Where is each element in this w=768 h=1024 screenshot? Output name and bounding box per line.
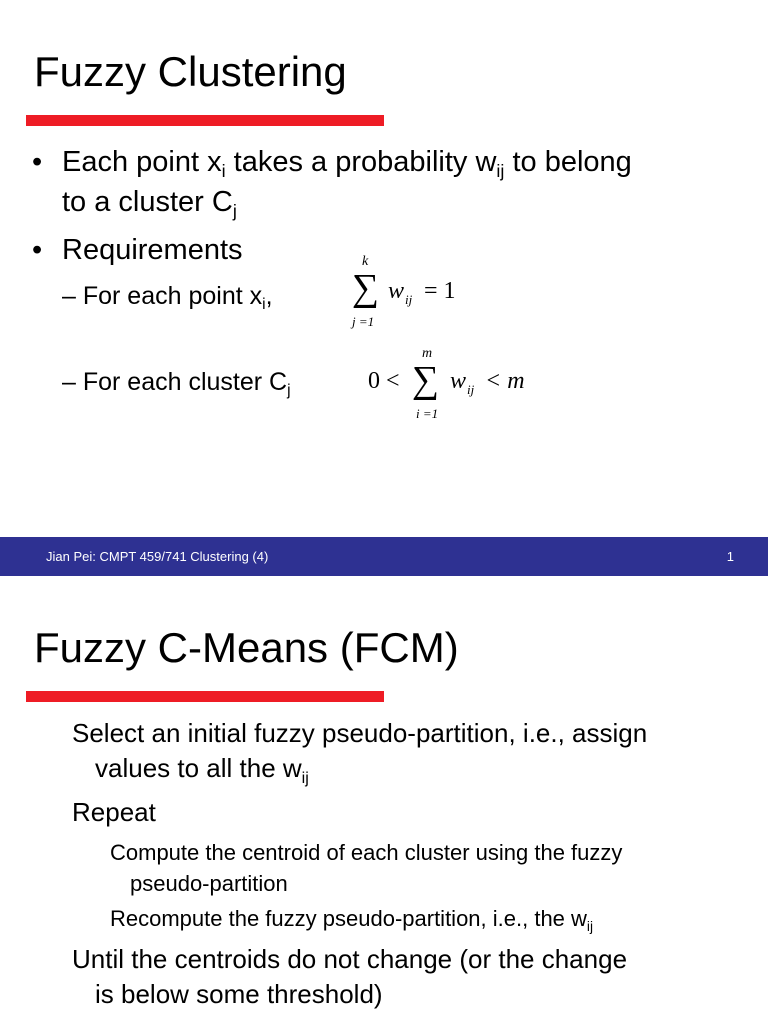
bullet-dot: • xyxy=(32,146,43,178)
formula-cluster-weight-bounds: 0 < m ∑ i =1 w ij < m xyxy=(368,346,525,421)
step-initial-partition: Select an initial fuzzy pseudo-partition, i.e., assign xyxy=(72,718,648,748)
bullet-probability xyxy=(32,142,752,222)
slide-fuzzy-c-means xyxy=(0,576,768,1024)
step-until-cont: is below some threshold) xyxy=(95,979,383,1009)
step-until: Until the centroids do not change (or the change xyxy=(72,944,628,974)
slide-title: Fuzzy C-Means (FCM) xyxy=(34,624,459,671)
title-underline xyxy=(26,115,384,126)
step-repeat: Repeat xyxy=(72,797,156,827)
requirement-each-cluster: – For each cluster $C_j$ xyxy=(62,368,291,400)
title-underline xyxy=(26,691,384,702)
formula-sum-weights-equals-one: k ∑ j =1 w ij = 1 xyxy=(352,254,456,329)
footer-text: Jian Pei: CMPT 459/741 Clustering (4) xyxy=(46,549,269,564)
slide-title: Fuzzy Clustering xyxy=(34,48,347,95)
substep-recompute-partition: Recompute the fuzzy pseudo-partition, i.e., the $w_{ij}$ xyxy=(110,906,593,934)
requirement-each-point: – For each point $x_i$, xyxy=(62,282,273,314)
slide-footer xyxy=(0,537,768,576)
bullet-text: Requirements xyxy=(62,234,243,266)
substep-compute-centroid-cont: pseudo-partition xyxy=(130,871,288,896)
bullet-text: Each point $x_i$ takes a probability $w_{ij}$ to belong to a cluster $C_j$ xyxy=(62,146,632,222)
substep-compute-centroid: Compute the centroid of each cluster using the fuzzy xyxy=(110,840,623,865)
page-number: 1 xyxy=(726,549,734,564)
step-initial-partition-cont: values to all the $w_{ij}$ xyxy=(95,753,309,787)
bullet-dot: • xyxy=(32,234,43,266)
